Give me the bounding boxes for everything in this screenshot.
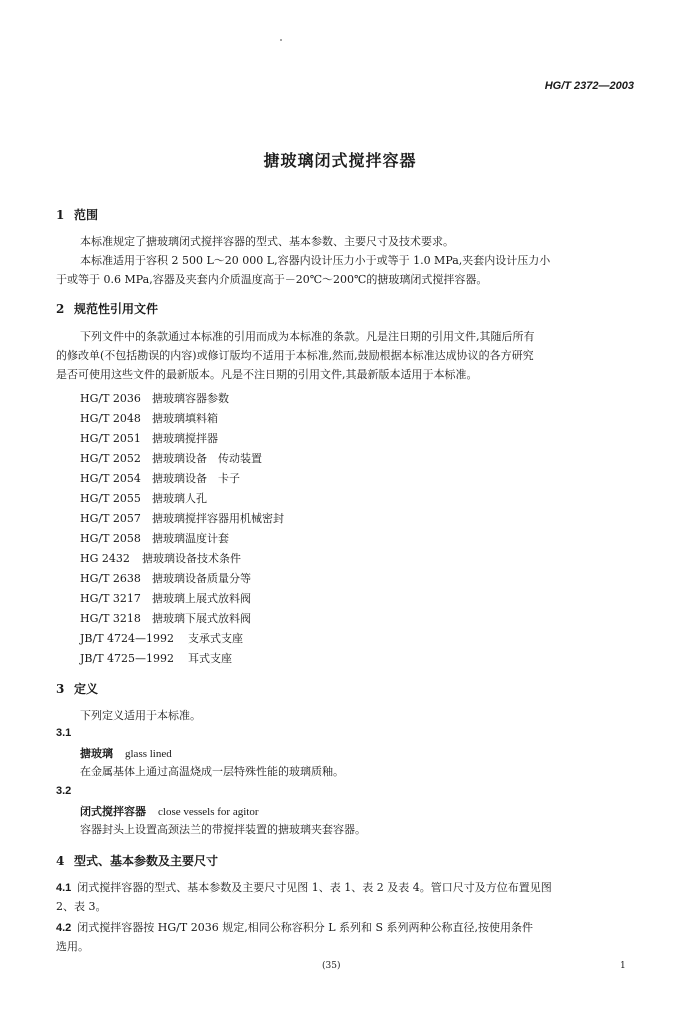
paragraph: 的修改单(不包括勘误的内容)或修订版均不适用于本标准,然而,鼓励根据本标准达成协议的各方研究 [56,349,534,362]
clause [56,918,533,938]
reference-name: 搪玻璃设备 传动装置 [152,452,262,465]
reference-code: HG/T 2054 [80,472,141,485]
definition-term [80,745,172,761]
reference-item [80,390,229,406]
standard-code: HG/T 2372—2003 [544,80,634,92]
clause-text: 闭式搅拌容器按 HG/T 2036 规定,相同公称容积分 L 系列和 S 系列两种公称直径,按使用条件 [77,921,534,934]
paragraph: 下列定义适用于本标准。 [80,709,201,722]
reference-item [80,570,251,586]
term-zh: 闭式搅拌容器 [80,805,146,818]
reference-name: 搪玻璃搅拌器 [152,432,218,445]
section-number: 3 [56,682,65,696]
clause [56,878,552,898]
reference-name: 搪玻璃上展式放料阀 [152,592,251,605]
reference-item [80,590,251,606]
section-title: 型式、基本参数及主要尺寸 [74,854,219,868]
reference-code: HG/T 2052 [80,452,141,465]
reference-name: 搪玻璃设备技术条件 [142,552,241,565]
section-4-heading [56,852,218,869]
reference-item [80,630,243,646]
page-number-right: 1 [620,961,626,971]
reference-name: 搪玻璃下展式放料阀 [152,612,251,625]
reference-item [80,490,207,506]
reference-name: 耳式支座 [188,652,232,665]
reference-code: JB/T 4724—1992 [80,632,175,645]
reference-code: JB/T 4725—1992 [80,652,175,665]
reference-code: HG/T 2036 [80,392,141,405]
document-title: 搪玻璃闭式搅拌容器 [263,151,417,170]
paragraph: 本标准适用于容积 2 500 L～20 000 L,容器内设计压力小于或等于 1.0 MPa,夹套内设计压力小 [80,254,551,267]
term-en: glass lined [125,748,172,760]
reference-code: HG/T 2057 [80,512,141,525]
page-number-center: (35) [322,961,341,971]
reference-code: HG/T 2638 [80,572,141,585]
definition-number: 3.2 [56,785,72,797]
definition-text: 容器封头上设置高颈法兰的带搅拌装置的搪玻璃夹套容器。 [80,823,366,836]
reference-item [80,550,241,566]
section-number: 4 [56,854,65,868]
section-title: 范围 [74,208,99,222]
paragraph: 本标准规定了搪玻璃闭式搅拌容器的型式、基本参数、主要尺寸及技术要求。 [80,235,454,248]
reference-item [80,650,232,666]
reference-name: 搪玻璃容器参数 [152,392,229,405]
reference-name: 搪玻璃人孔 [152,492,207,505]
section-1-heading [56,206,98,223]
section-number: 2 [56,302,65,316]
definition-term [80,803,259,819]
scan-speck [280,39,282,41]
reference-code: HG 2432 [80,552,130,565]
reference-name: 搪玻璃搅拌容器用机械密封 [152,512,284,525]
reference-code: HG/T 3217 [80,592,141,605]
reference-code: HG/T 2051 [80,432,141,445]
definition-text: 在金属基体上通过高温烧成一层特殊性能的玻璃质釉。 [80,765,344,778]
term-en: close vessels for agitor [158,806,259,818]
section-2-heading [56,300,158,317]
clause-text: 闭式搅拌容器的型式、基本参数及主要尺寸见图 1、表 1、表 2 及表 4。管口尺寸及方位布置见图 [77,881,552,894]
reference-item [80,410,218,426]
paragraph: 是否可使用这些文件的最新版本。凡是不注日期的引用文件,其最新版本适用于本标准。 [56,368,478,381]
definition-number: 3.1 [56,727,72,739]
reference-name: 搪玻璃填料箱 [152,412,218,425]
section-title: 规范性引用文件 [74,302,159,316]
reference-code: HG/T 2055 [80,492,141,505]
section-number: 1 [56,208,65,222]
clause-number: 4.1 [56,882,72,894]
reference-item [80,470,240,486]
paragraph: 选用。 [56,940,89,953]
paragraph: 下列文件中的条款通过本标准的引用而成为本标准的条款。凡是注日期的引用文件,其随后所有 [80,330,535,343]
section-3-heading [56,680,98,697]
clause-number: 4.2 [56,922,72,934]
reference-item [80,530,229,546]
reference-name: 搪玻璃设备质量分等 [152,572,251,585]
reference-item [80,510,284,526]
reference-item [80,430,218,446]
reference-code: HG/T 3218 [80,612,141,625]
paragraph: 2、表 3。 [56,900,107,913]
section-title: 定义 [74,682,99,696]
reference-name: 支承式支座 [188,632,243,645]
reference-item [80,610,251,626]
reference-code: HG/T 2048 [80,412,141,425]
paragraph: 于或等于 0.6 MPa,容器及夹套内介质温度高于－20℃～200℃的搪玻璃闭式搅拌容器。 [56,273,488,286]
reference-name: 搪玻璃设备 卡子 [152,472,240,485]
term-zh: 搪玻璃 [80,747,113,760]
reference-name: 搪玻璃温度计套 [152,532,229,545]
reference-code: HG/T 2058 [80,532,141,545]
reference-item [80,450,262,466]
